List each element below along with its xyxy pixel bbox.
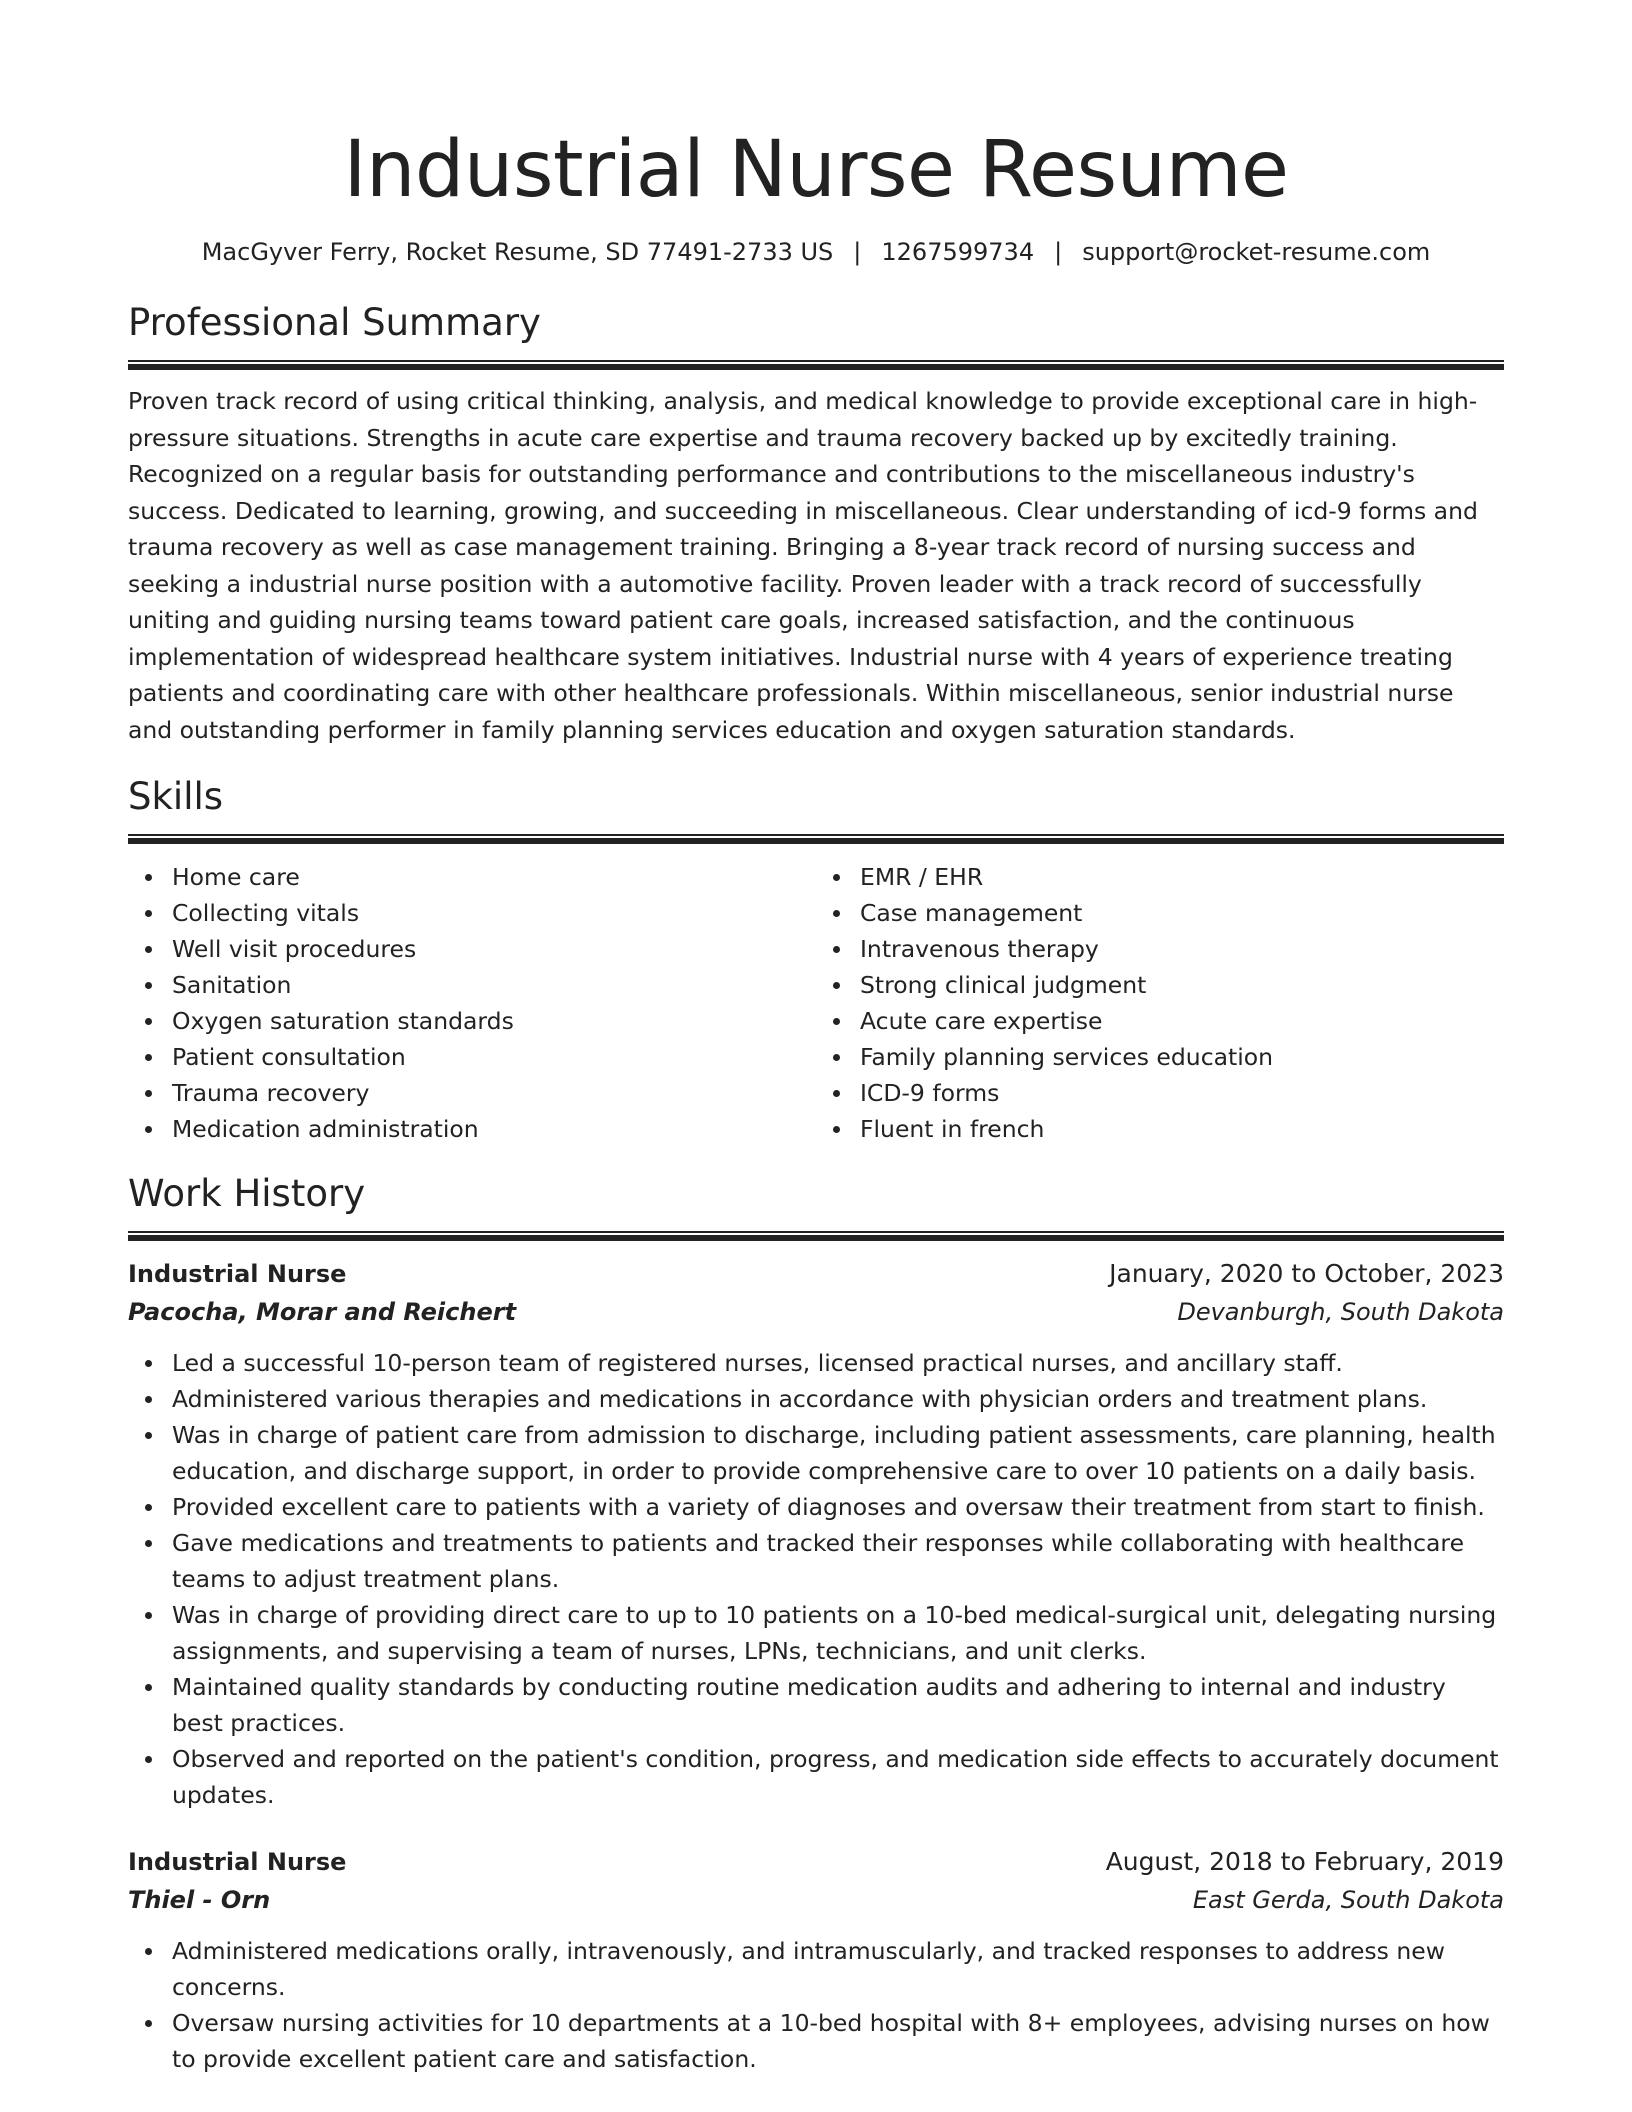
skill-item: Acute care expertise bbox=[816, 1003, 1504, 1039]
job-duty-item: Maintained quality standards by conducting routine medication audits and adhering to internal and industry best practices. bbox=[128, 1669, 1504, 1741]
job-location: Devanburgh, South Dakota bbox=[1177, 1298, 1504, 1326]
skill-item: ICD-9 forms bbox=[816, 1075, 1504, 1111]
job-entry bbox=[128, 1255, 1504, 1813]
job-duty-item: Led a successful 10-person team of registered nurses, licensed practical nurses, and ancillary staff. bbox=[128, 1345, 1504, 1381]
skills-list-left bbox=[128, 859, 816, 1147]
contact-separator: | bbox=[853, 238, 862, 266]
skill-item: Strong clinical judgment bbox=[816, 967, 1504, 1003]
skill-item: Oxygen saturation standards bbox=[128, 1003, 816, 1039]
contact-line bbox=[128, 236, 1504, 268]
skill-item: Trauma recovery bbox=[128, 1075, 816, 1111]
skill-item: Case management bbox=[816, 895, 1504, 931]
summary-text: Proven track record of using critical thinking, analysis, and medical knowledge to provide exceptional care in high-pressure situations. Strengths in acute care expertise and trauma recovery backed up by excitedly training. Recognized on a regular basis for outstanding performance and contributions to the miscellaneous industry's success. Dedicated to learning, growing, and succeeding in miscellaneous. Clear understanding of icd-9 forms and trauma recovery as well as case management training. Bringing a 8-year track record of nursing success and seeking a industrial nurse position with a automotive facility. Proven leader with a track record of successfully uniting and guiding nursing teams toward patient care goals, increased satisfaction, and the continuous implementation of widespread healthcare system initiatives. Industrial nurse with 4 years of experience treating patients and coordinating care with other healthcare professionals. Within miscellaneous, senior industrial nurse and outstanding performer in family planning services education and oxygen saturation standards. bbox=[128, 387, 1478, 744]
skill-item: Patient consultation bbox=[128, 1039, 816, 1075]
skill-item: Fluent in french bbox=[816, 1111, 1504, 1147]
job-duties bbox=[128, 1933, 1504, 2077]
contact-address: MacGyver Ferry, Rocket Resume, SD 77491-2733 US bbox=[201, 238, 834, 266]
skill-item: Home care bbox=[128, 859, 816, 895]
job-header bbox=[128, 1843, 1504, 1881]
section-divider bbox=[128, 360, 1504, 370]
job-company: Thiel - Orn bbox=[128, 1886, 271, 1914]
job-duty-item: Administered various therapies and medications in accordance with physician orders and treatment plans. bbox=[128, 1381, 1504, 1417]
section-heading-summary: Professional Summary bbox=[128, 301, 541, 344]
skill-item: Medication administration bbox=[128, 1111, 816, 1147]
job-duty-item: Was in charge of patient care from admission to discharge, including patient assessments, care planning, health education, and discharge support, in order to provide comprehensive care to over 10 patients on a daily basis. bbox=[128, 1417, 1504, 1489]
contact-email: support@rocket-resume.com bbox=[1082, 238, 1431, 266]
section-heading-work-history: Work History bbox=[128, 1172, 366, 1215]
contact-separator: | bbox=[1054, 238, 1063, 266]
skill-item: EMR / EHR bbox=[816, 859, 1504, 895]
job-location: East Gerda, South Dakota bbox=[1192, 1886, 1504, 1914]
job-subheader bbox=[128, 1881, 1504, 1919]
skill-item: Well visit procedures bbox=[128, 931, 816, 967]
contact-phone: 1267599734 bbox=[881, 238, 1035, 266]
summary-section bbox=[128, 300, 1504, 748]
job-dates: January, 2020 to October, 2023 bbox=[1109, 1259, 1504, 1288]
section-divider bbox=[128, 834, 1504, 844]
job-subheader bbox=[128, 1293, 1504, 1331]
job-duty-item: Observed and reported on the patient's condition, progress, and medication side effects to accurately document updates. bbox=[128, 1741, 1504, 1813]
job-duty-item: Oversaw nursing activities for 10 departments at a 10-bed hospital with 8+ employees, advising nurses on how to provide excellent patient care and satisfaction. bbox=[128, 2005, 1504, 2077]
job-entry bbox=[128, 1843, 1504, 2077]
section-heading-skills: Skills bbox=[128, 775, 224, 818]
skill-item: Intravenous therapy bbox=[816, 931, 1504, 967]
work-history-section bbox=[128, 1171, 1504, 2077]
resume-title: Industrial Nurse Resume bbox=[343, 125, 1289, 215]
job-duty-item: Administered medications orally, intravenously, and intramuscularly, and tracked responses to address new concerns. bbox=[128, 1933, 1504, 2005]
skills-list-right bbox=[816, 859, 1504, 1147]
job-duty-item: Provided excellent care to patients with a variety of diagnoses and oversaw their treatment from start to finish. bbox=[128, 1489, 1504, 1525]
skills-section bbox=[128, 774, 1504, 1147]
job-company: Pacocha, Morar and Reichert bbox=[128, 1298, 517, 1326]
skill-item: Collecting vitals bbox=[128, 895, 816, 931]
section-divider bbox=[128, 1231, 1504, 1241]
skill-item: Sanitation bbox=[128, 967, 816, 1003]
job-duty-item: Was in charge of providing direct care to up to 10 patients on a 10-bed medical-surgical unit, delegating nursing assignments, and supervising a team of nurses, LPNs, technicians, and unit clerks. bbox=[128, 1597, 1504, 1669]
job-duties bbox=[128, 1345, 1504, 1813]
job-title: Industrial Nurse bbox=[128, 1260, 347, 1288]
job-header bbox=[128, 1255, 1504, 1293]
job-duty-item: Gave medications and treatments to patients and tracked their responses while collaborating with healthcare teams to adjust treatment plans. bbox=[128, 1525, 1504, 1597]
skills-columns bbox=[128, 859, 1504, 1147]
job-dates: August, 2018 to February, 2019 bbox=[1105, 1847, 1504, 1876]
job-title: Industrial Nurse bbox=[128, 1848, 347, 1876]
skill-item: Family planning services education bbox=[816, 1039, 1504, 1075]
